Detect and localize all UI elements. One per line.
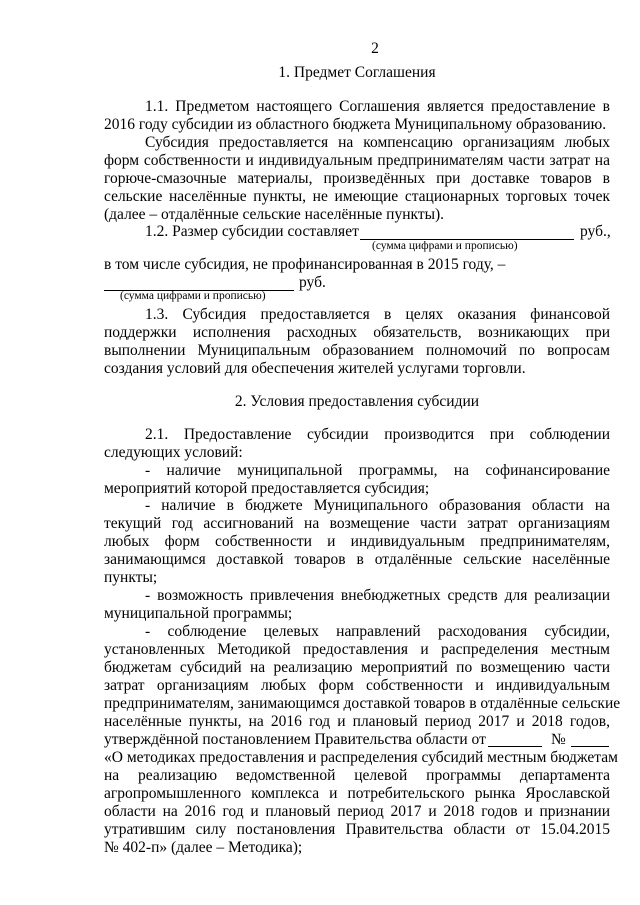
date-blank <box>488 746 542 747</box>
condition-item-line: мероприятий которой предоставляется субсидия; <box>104 480 430 497</box>
condition-item-line: утратившим силу постановления Правительства области от 15.04.2015 <box>104 821 610 838</box>
amount-hint: (сумма цифрами и прописью) <box>372 240 518 252</box>
condition-item-line: агропромышленного комплекса и потребительского рынка Ярославской <box>104 785 610 802</box>
paragraph-2-1-line: следующих условий: <box>104 444 243 461</box>
amount-hint-2: (сумма цифрами и прописью) <box>120 290 266 302</box>
subsidy-paragraph-line: сельские населённые пункты, не имеющие стационарных торговых точек <box>104 188 610 205</box>
subsidy-paragraph-line: форм собственности и индивидуальным предпринимателям части затрат на <box>104 152 610 169</box>
paragraph-1-3-line: поддержки исполнения расходных обязательств, возникающих при <box>104 324 610 341</box>
condition-item-line: - наличие муниципальной программы, на софинансирование <box>145 462 610 479</box>
subsidy-paragraph-line: горюче-смазочные материалы, произведённых при доставке товаров в <box>104 170 610 187</box>
condition-item-line: любых форм собственности и индивидуальным предпринимателям, <box>104 533 610 550</box>
condition-item-line: бюджетам субсидий на реализацию мероприятий по возмещению части <box>104 659 610 676</box>
rub-label-2: руб. <box>299 274 326 291</box>
condition-item-line: - соблюдение целевых направлений расходования субсидии, <box>145 623 610 640</box>
condition-item-line: утверждённой постановлением Правительства области от <box>104 731 486 748</box>
condition-item-line: области на 2016 год и плановый период 2017 и 2018 годов и признании <box>104 803 610 820</box>
condition-item-line: текущий год ассигнований на возмещение части затрат организациям <box>104 515 610 532</box>
condition-item-line: затрат организациям любых форм собственности и индивидуальным <box>104 677 610 694</box>
paragraph-1-3-line: 1.3. Субсидия предоставляется в целях оказания финансовой <box>145 306 610 323</box>
condition-item-line: предпринимателям, занимающимся доставкой товаров в отдалённые сельские <box>104 695 621 712</box>
paragraph-2-1-line: 2.1. Предоставление субсидии производится при соблюдении <box>145 426 610 443</box>
paragraph-1-1-line: 1.1. Предметом настоящего Соглашения является предоставление в <box>145 98 610 115</box>
section-1-title: 1. Предмет Соглашения <box>278 64 436 81</box>
condition-item-line: - возможность привлечения внебюджетных средств для реализации <box>145 587 610 604</box>
paragraph-1-1-line: 2016 году субсидии из областного бюджета Муниципальному образованию. <box>104 116 607 133</box>
section-2-title: 2. Условия предоставления субсидии <box>234 393 480 410</box>
page-number: 2 <box>371 40 379 57</box>
condition-item-line: на реализацию ведомственной целевой программы департамента <box>104 767 610 784</box>
condition-item-line: населённые пункты, на 2016 год и плановый период 2017 и 2018 годов, <box>104 713 610 730</box>
paragraph-1-3-line: выполнении Муниципальным образованием полномочий по вопросам <box>104 342 610 359</box>
condition-item-line: пункты; <box>104 569 158 586</box>
condition-item-line: - наличие в бюджете Муниципального образования области на <box>145 497 610 514</box>
condition-item-line: занимающимся доставкой товаров в отдалённые сельские населённые <box>104 551 610 568</box>
subsidy-paragraph-line: (далее – отдалённые сельские населённые пункты). <box>104 206 445 223</box>
paragraph-1-3-line: создания условий для обеспечения жителей услугами торговли. <box>104 360 526 377</box>
condition-item-line: муниципальной программы; <box>104 605 293 622</box>
subsidy-paragraph-line: Субсидия предоставляется на компенсацию организациям любых <box>145 134 610 151</box>
paragraph-1-2-label: 1.2. Размер субсидии составляет <box>145 223 359 240</box>
condition-item-line: «О методиках предоставления и распределения субсидий местным бюджетам <box>104 749 618 766</box>
number-blank <box>571 746 609 747</box>
number-sign: № <box>551 731 566 748</box>
paragraph-1-2-line2: в том числе субсидия, не профинансированная в 2015 году, – <box>104 256 506 273</box>
condition-item-line: № 402-п» (далее – Методика); <box>104 839 303 856</box>
rub-label: руб., <box>580 223 611 240</box>
condition-item-line: установленных Методикой предоставления и распределения местным <box>104 641 610 658</box>
